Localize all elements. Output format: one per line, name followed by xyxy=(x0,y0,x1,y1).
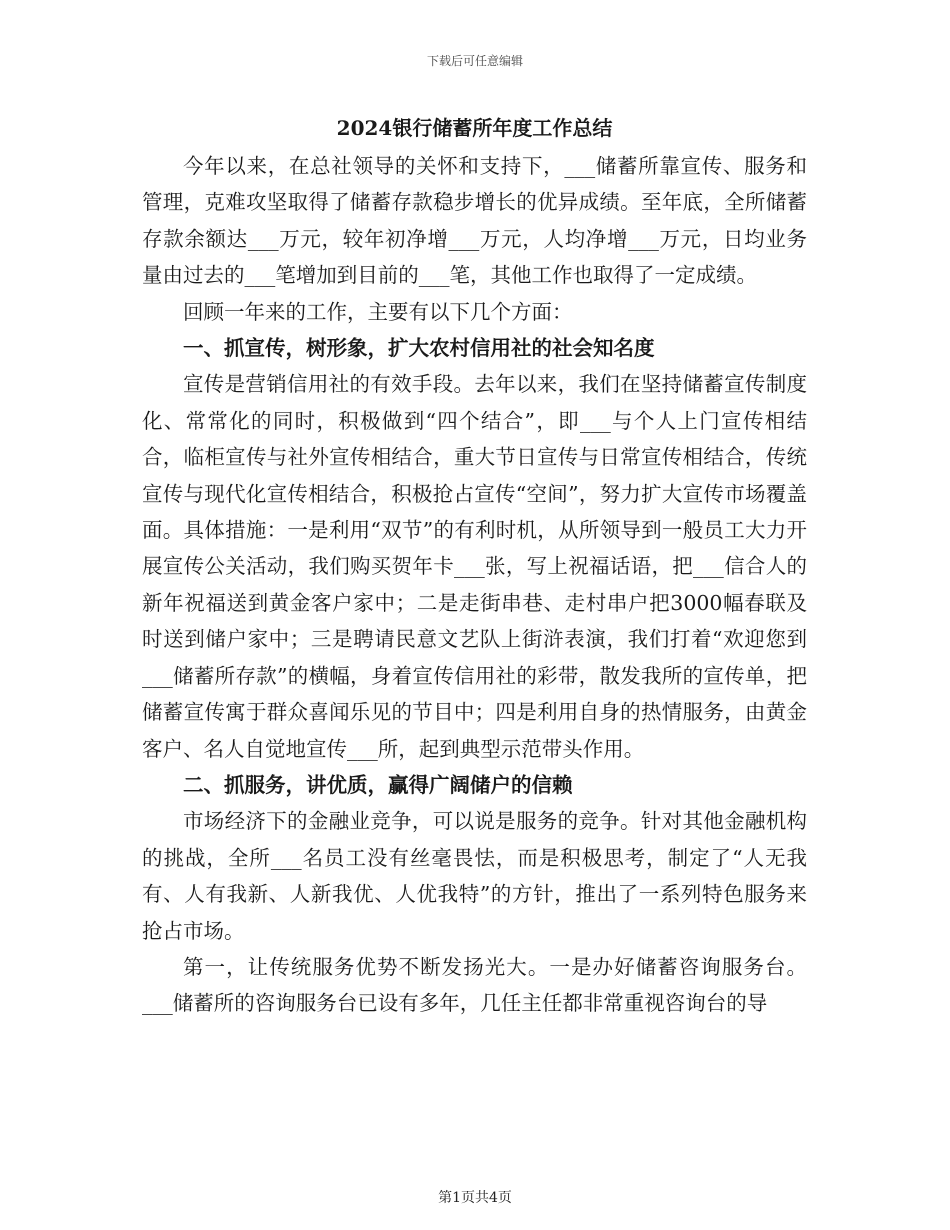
section-heading-2: 二、抓服务，讲优质，赢得广阔储户的信赖 xyxy=(183,772,573,797)
paragraph-publicity: 宣传是营销信用社的有效手段。去年以来，我们在坚持储蓄宣传制度化、常常化的同时，积极做到“四个结合”，即___与个人上门宣传相结合，临柜宣传与社外宣传相结合，重大节日宣传与日常宣传相结合，传统宣传与现代化宣传相结合，积极抢占宣传“空间”，努力扩大宣传市场覆盖面。具体措施：一是利用“双节”的有利时机，从所领导到一般员工大力开展宣传公关活动，我们购买贺年卡___张，写上祝福话语，把___信合人的新年祝福送到黄金客户家中；二是走街串巷、走村串户把3000幅春联及时送到储户家中；三是聘请民意文艺队上街浒表演，我们打着“欢迎您到___储蓄所存款”的横幅，身着宣传信用社的彩带，散发我所的宣传单，把储蓄宣传寓于群众喜闻乐见的节目中；四是利用自身的热情服务，由黄金客户、名人自觉地宣传___所，起到典型示范带头作用。 xyxy=(142,372,807,761)
paragraph-intro: 今年以来，在总社领导的关怀和支持下，___储蓄所靠宣传、服务和管理，克难攻坚取得了储蓄存款稳步增长的优异成绩。至年底，全所储蓄存款余额达___万元，较年初净增___万元，人均净增___万元，日均业务量由过去的___笔增加到目前的___笔，其他工作也取得了一定成绩。 xyxy=(142,154,807,288)
page-footer-number: 第1页共4页 xyxy=(438,1190,512,1206)
paragraph-service: 市场经济下的金融业竞争，可以说是服务的竞争。针对其他金融机构的挑战，全所___名员工没有丝毫畏怯，而是积极思考，制定了“人无我有、人有我新、人新我优、人优我特”的方针，推出了一系列特色服务来抢占市场。 xyxy=(142,809,807,943)
document-body xyxy=(142,108,807,1022)
page-header-note: 下载后可任意编辑 xyxy=(426,54,523,68)
paragraph-first-point: 第一，让传统服务优势不断发扬光大。一是办好储蓄咨询服务台。___储蓄所的咨询服务台已设有多年，几任主任都非常重视咨询台的导 xyxy=(142,954,807,1016)
document-title: 2024银行储蓄所年度工作总结 xyxy=(336,116,613,140)
paragraph-review: 回顾一年来的工作，主要有以下几个方面： xyxy=(183,299,573,324)
section-heading-1: 一、抓宣传，树形象，扩大农村信用社的社会知名度 xyxy=(183,336,655,361)
